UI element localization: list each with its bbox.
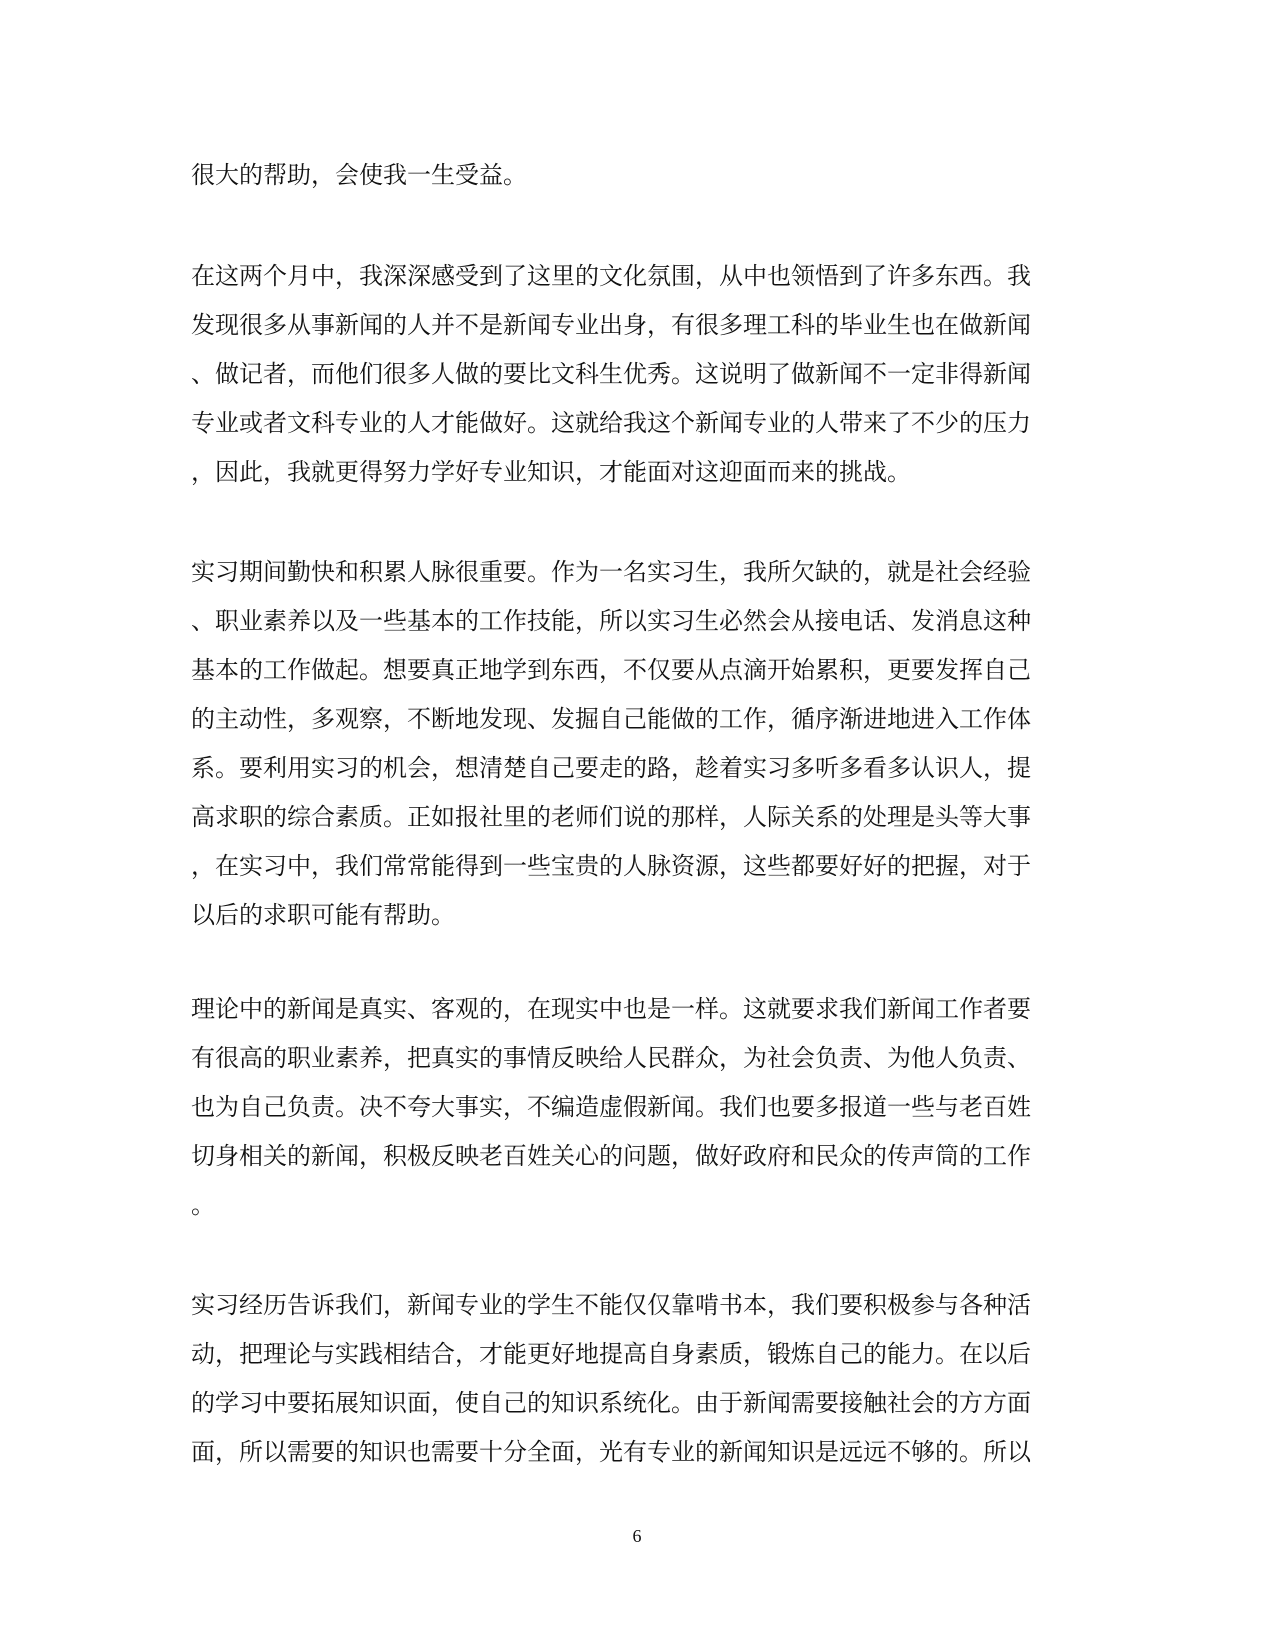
paragraph-line: 在这两个月中，我深深感受到了这里的文化氛围，从中也领悟到了许多东西。我 bbox=[191, 262, 1031, 290]
paragraph-line: 的主动性，多观察，不断地发现、发掘自己能做的工作，循序渐进地进入工作体 bbox=[191, 705, 1031, 733]
paragraph-2 bbox=[191, 252, 1061, 497]
paragraph-line: 专业或者文科专业的人才能做好。这就给我这个新闻专业的人带来了不少的压力 bbox=[191, 409, 1031, 437]
paragraph-line: 有很高的职业素养，把真实的事情反映给人民群众，为社会负责、为他人负责、 bbox=[191, 1044, 1031, 1072]
paragraph-line: 的学习中要拓展知识面，使自己的知识系统化。由于新闻需要接触社会的方方面 bbox=[191, 1389, 1031, 1417]
paragraph-line: 以后的求职可能有帮助。 bbox=[191, 901, 455, 929]
paragraph-line: 实习经历告诉我们，新闻专业的学生不能仅仅靠啃书本，我们要积极参与各种活 bbox=[191, 1291, 1031, 1319]
paragraph-line: ，因此，我就更得努力学好专业知识，才能面对这迎面而来的挑战。 bbox=[191, 458, 911, 486]
paragraph-line: 基本的工作做起。想要真正地学到东西，不仅要从点滴开始累积，更要发挥自己 bbox=[191, 656, 1031, 684]
paragraph-line: 也为自己负责。决不夸大事实，不编造虚假新闻。我们也要多报道一些与老百姓 bbox=[191, 1093, 1031, 1121]
paragraph-line: 发现很多从事新闻的人并不是新闻专业出身，有很多理工科的毕业生也在做新闻 bbox=[191, 311, 1031, 339]
paragraph-line: 很大的帮助，会使我一生受益。 bbox=[191, 161, 527, 189]
page-number: 6 bbox=[632, 1526, 642, 1546]
paragraph-line: ，在实习中，我们常常能得到一些宝贵的人脉资源，这些都要好好的把握，对于 bbox=[191, 852, 1031, 880]
paragraph-line: 。 bbox=[191, 1191, 215, 1219]
paragraph-line: 面，所以需要的知识也需要十分全面，光有专业的新闻知识是远远不够的。所以 bbox=[191, 1438, 1031, 1466]
paragraph-line: 、做记者，而他们很多人做的要比文科生优秀。这说明了做新闻不一定非得新闻 bbox=[191, 360, 1031, 388]
paragraph-line: 切身相关的新闻，积极反映老百姓关心的问题，做好政府和民众的传声筒的工作 bbox=[191, 1142, 1031, 1170]
paragraph-5 bbox=[191, 1281, 1061, 1477]
paragraph-line: 理论中的新闻是真实、客观的，在现实中也是一样。这就要求我们新闻工作者要 bbox=[191, 995, 1031, 1023]
paragraph-line: 系。要利用实习的机会，想清楚自己要走的路，趁着实习多听多看多认识人，提 bbox=[191, 754, 1031, 782]
paragraph-line: 、职业素养以及一些基本的工作技能，所以实习生必然会从接电话、发消息这种 bbox=[191, 607, 1031, 635]
paragraph-4 bbox=[191, 985, 1061, 1230]
paragraph-line: 高求职的综合素质。正如报社里的老师们说的那样，人际关系的处理是头等大事 bbox=[191, 803, 1031, 831]
paragraph-1 bbox=[191, 151, 1061, 200]
paragraph-line: 动，把理论与实践相结合，才能更好地提高自身素质，锻炼自己的能力。在以后 bbox=[191, 1340, 1031, 1368]
paragraph-line: 实习期间勤快和积累人脉很重要。作为一名实习生，我所欠缺的，就是社会经验 bbox=[191, 558, 1031, 586]
paragraph-3 bbox=[191, 548, 1061, 940]
